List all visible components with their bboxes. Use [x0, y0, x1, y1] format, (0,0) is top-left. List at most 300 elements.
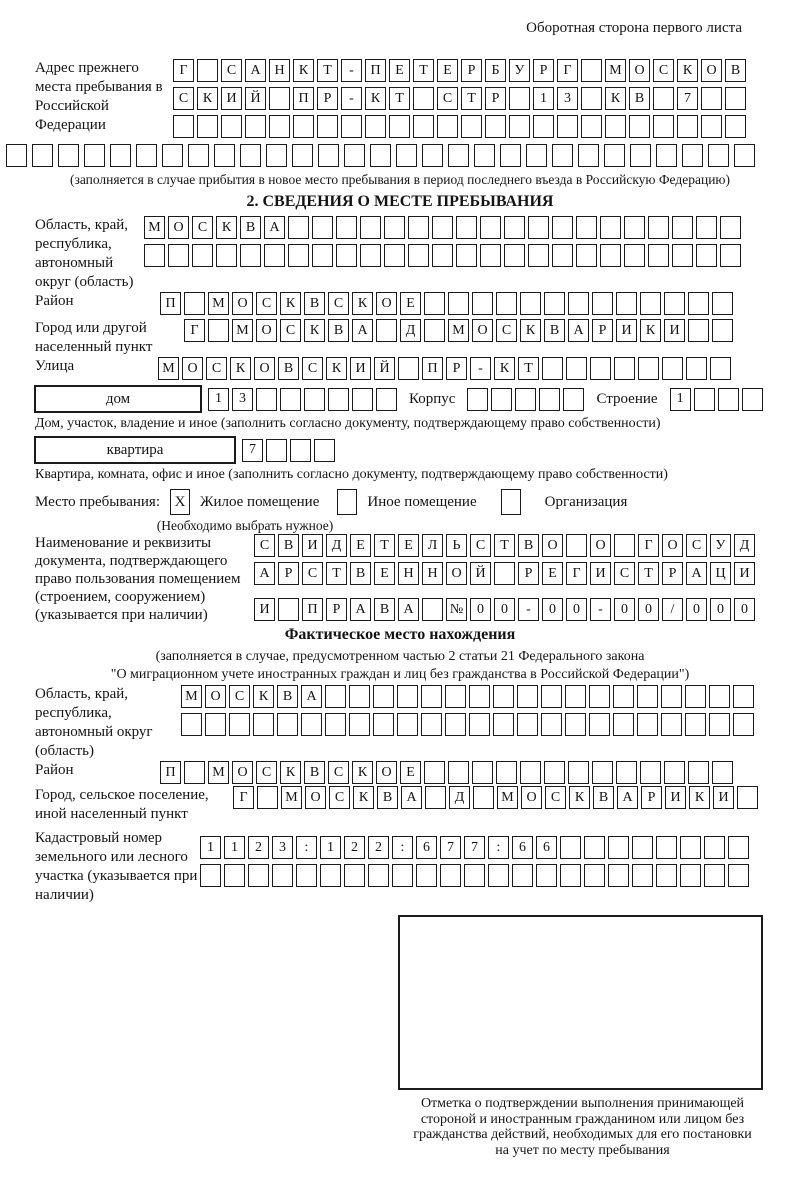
- char-box: [264, 244, 285, 267]
- char-box: [266, 439, 287, 462]
- char-box: [648, 216, 669, 239]
- char-box: В: [518, 534, 539, 557]
- char-box: К: [280, 761, 301, 784]
- char-box: [688, 761, 709, 784]
- char-box: С: [173, 87, 194, 110]
- char-box: [288, 216, 309, 239]
- char-box: [373, 685, 394, 708]
- char-box: [581, 59, 602, 82]
- char-box: С: [329, 786, 350, 809]
- char-box: И: [665, 786, 686, 809]
- char-box: -: [590, 598, 611, 621]
- char-box: [712, 761, 733, 784]
- apartment-number-row: [242, 439, 335, 462]
- char-box: [192, 244, 213, 267]
- char-box: 2: [344, 836, 365, 859]
- char-box: [421, 685, 442, 708]
- char-box: [552, 244, 573, 267]
- char-box: [368, 864, 389, 887]
- char-box: [296, 864, 317, 887]
- char-box: [637, 713, 658, 736]
- char-box: [563, 388, 584, 411]
- char-box: [728, 864, 749, 887]
- char-box: [520, 761, 541, 784]
- char-box: [685, 685, 706, 708]
- char-box: [485, 115, 506, 138]
- char-box: [509, 115, 530, 138]
- stay-type-label: Место пребывания:: [35, 493, 160, 510]
- char-box: А: [301, 685, 322, 708]
- char-box: С: [192, 216, 213, 239]
- city-section: [0, 319, 800, 357]
- char-box: А: [398, 598, 419, 621]
- char-box: [491, 388, 512, 411]
- char-box: [488, 864, 509, 887]
- char-box: Й: [245, 87, 266, 110]
- char-box: А: [350, 598, 371, 621]
- char-box: [397, 713, 418, 736]
- char-box: В: [374, 598, 395, 621]
- char-box: С: [256, 761, 277, 784]
- char-box: [293, 115, 314, 138]
- char-box: [58, 144, 79, 167]
- prev-address-row-2: [173, 87, 746, 110]
- char-box: [181, 713, 202, 736]
- char-box: [664, 761, 685, 784]
- actual-district-section: [0, 761, 800, 784]
- street-label: Улица: [35, 358, 75, 374]
- char-box: [184, 761, 205, 784]
- char-box: 2: [248, 836, 269, 859]
- char-box: И: [302, 534, 323, 557]
- char-box: А: [254, 562, 275, 585]
- char-box: [144, 244, 165, 267]
- char-box: :: [392, 836, 413, 859]
- char-box: С: [302, 357, 323, 380]
- char-box: [552, 144, 573, 167]
- char-box: 6: [512, 836, 533, 859]
- char-box: [269, 115, 290, 138]
- char-box: [566, 534, 587, 557]
- document-section: [0, 534, 800, 624]
- char-box: У: [710, 534, 731, 557]
- char-box: К: [280, 292, 301, 315]
- char-box: [496, 292, 517, 315]
- char-box: [392, 864, 413, 887]
- char-box: [214, 144, 235, 167]
- char-box: 0: [734, 598, 755, 621]
- char-box: С: [437, 87, 458, 110]
- char-box: [688, 319, 709, 342]
- street-section: [0, 357, 800, 380]
- char-box: [662, 357, 683, 380]
- char-box: [445, 685, 466, 708]
- char-box: [682, 144, 703, 167]
- char-box: Е: [398, 534, 419, 557]
- char-box: М: [281, 786, 302, 809]
- document-row-2: [254, 562, 755, 585]
- char-box: Й: [470, 562, 491, 585]
- char-box: В: [240, 216, 261, 239]
- char-box: [464, 864, 485, 887]
- char-box: [301, 713, 322, 736]
- char-box: [672, 216, 693, 239]
- char-box: И: [350, 357, 371, 380]
- char-box: [624, 216, 645, 239]
- char-box: К: [216, 216, 237, 239]
- char-box: [200, 864, 221, 887]
- stay-type-checkbox-dwelling: X: [170, 489, 190, 515]
- char-box: [360, 216, 381, 239]
- prev-address-section: [0, 59, 800, 138]
- char-box: Т: [374, 534, 395, 557]
- char-box: [653, 115, 674, 138]
- char-box: С: [545, 786, 566, 809]
- char-box: [469, 685, 490, 708]
- char-box: [421, 713, 442, 736]
- char-box: О: [305, 786, 326, 809]
- region-label: Область, край, республика, автономный округ (область): [35, 217, 134, 290]
- actual-region-section: [0, 685, 800, 761]
- char-box: [589, 713, 610, 736]
- char-box: И: [734, 562, 755, 585]
- char-box: [413, 87, 434, 110]
- char-box: К: [304, 319, 325, 342]
- city-label: Город или другой населенный пункт: [35, 320, 153, 355]
- char-box: В: [328, 319, 349, 342]
- document-rows: [254, 534, 755, 621]
- char-box: П: [422, 357, 443, 380]
- char-box: К: [253, 685, 274, 708]
- char-box: [384, 244, 405, 267]
- char-box: [425, 786, 446, 809]
- char-box: С: [614, 562, 635, 585]
- char-box: Р: [446, 357, 467, 380]
- char-box: [328, 388, 349, 411]
- char-box: Г: [638, 534, 659, 557]
- char-box: 3: [272, 836, 293, 859]
- char-box: К: [326, 357, 347, 380]
- char-box: [416, 864, 437, 887]
- document-label: Наименование и реквизиты документа, подтверждающего право пользования помещением (строением, сооружением) (указывается при наличии): [35, 535, 241, 623]
- char-box: [685, 713, 706, 736]
- char-box: М: [144, 216, 165, 239]
- char-box: К: [230, 357, 251, 380]
- char-box: О: [542, 534, 563, 557]
- char-box: У: [509, 59, 530, 82]
- char-box: [424, 761, 445, 784]
- char-box: В: [377, 786, 398, 809]
- char-box: [680, 864, 701, 887]
- cadastre-label: Кадастровый номер земельного или лесного участка (указывается при наличии): [35, 830, 198, 903]
- char-box: [661, 713, 682, 736]
- char-box: [541, 685, 562, 708]
- char-box: [632, 864, 653, 887]
- char-box: 1: [533, 87, 554, 110]
- char-box: [720, 244, 741, 267]
- char-box: [605, 115, 626, 138]
- char-box: С: [653, 59, 674, 82]
- char-box: М: [605, 59, 626, 82]
- char-box: [290, 439, 311, 462]
- house-number-row: [208, 388, 397, 411]
- char-box: [733, 685, 754, 708]
- char-box: О: [629, 59, 650, 82]
- char-box: [656, 144, 677, 167]
- char-box: [648, 244, 669, 267]
- char-box: [604, 144, 625, 167]
- char-box: [494, 562, 515, 585]
- char-box: [110, 144, 131, 167]
- char-box: М: [448, 319, 469, 342]
- char-box: [632, 836, 653, 859]
- char-box: Ь: [446, 534, 467, 557]
- char-box: [616, 292, 637, 315]
- char-box: [725, 115, 746, 138]
- char-box: [216, 244, 237, 267]
- korpus-label: Корпус: [409, 390, 456, 407]
- char-box: Р: [641, 786, 662, 809]
- char-box: [448, 761, 469, 784]
- char-box: [576, 216, 597, 239]
- char-box: С: [328, 761, 349, 784]
- char-box: Н: [398, 562, 419, 585]
- char-box: [292, 144, 313, 167]
- actual-location-note-line2: "О миграционном учете иностранных граждан и лиц без гражданства в Российской Федерации"): [110, 667, 690, 682]
- char-box: [520, 292, 541, 315]
- char-box: [467, 388, 488, 411]
- char-box: О: [256, 319, 277, 342]
- char-box: [544, 292, 565, 315]
- char-box: К: [293, 59, 314, 82]
- char-box: [229, 713, 250, 736]
- char-box: [6, 144, 27, 167]
- char-box: 1: [200, 836, 221, 859]
- char-box: Г: [557, 59, 578, 82]
- cadastre-section: [0, 829, 800, 905]
- char-box: М: [208, 761, 229, 784]
- char-box: [613, 713, 634, 736]
- char-box: Е: [542, 562, 563, 585]
- stay-type-option-organization: Организация: [544, 493, 628, 510]
- char-box: [221, 115, 242, 138]
- prev-address-note: (заполняется в случае прибытия в новое место пребывания в период последнего въезда в Российскую Федерацию): [69, 172, 731, 187]
- char-box: [616, 761, 637, 784]
- char-box: [557, 115, 578, 138]
- char-box: [474, 144, 495, 167]
- char-box: Е: [389, 59, 410, 82]
- stroenie-row: [670, 388, 763, 411]
- city-row: [184, 319, 733, 342]
- char-box: [168, 244, 189, 267]
- char-box: [512, 864, 533, 887]
- char-box: [509, 87, 530, 110]
- cadastre-row-2: [200, 864, 749, 887]
- actual-city-section: [0, 786, 800, 824]
- char-box: [456, 244, 477, 267]
- stay-type-checkbox-other: [337, 489, 357, 515]
- char-box: Л: [422, 534, 443, 557]
- char-box: О: [376, 292, 397, 315]
- actual-region-row-1: [181, 685, 754, 708]
- char-box: [566, 357, 587, 380]
- cadastre-row-1: [200, 836, 749, 859]
- char-box: Е: [350, 534, 371, 557]
- char-box: [544, 761, 565, 784]
- char-box: [318, 144, 339, 167]
- char-box: [680, 836, 701, 859]
- char-box: К: [197, 87, 218, 110]
- apartment-section: [34, 436, 800, 464]
- char-box: [701, 115, 722, 138]
- char-box: 0: [542, 598, 563, 621]
- char-box: С: [280, 319, 301, 342]
- char-box: К: [520, 319, 541, 342]
- char-box: Т: [413, 59, 434, 82]
- char-box: [398, 357, 419, 380]
- char-box: :: [488, 836, 509, 859]
- district-label: Район: [35, 293, 74, 309]
- char-box: 7: [440, 836, 461, 859]
- prev-address-row-4: [6, 144, 800, 167]
- char-box: [432, 216, 453, 239]
- house-section: [34, 385, 800, 413]
- char-box: [709, 685, 730, 708]
- char-box: [312, 216, 333, 239]
- char-box: [718, 388, 739, 411]
- char-box: О: [182, 357, 203, 380]
- char-box: [592, 292, 613, 315]
- char-box: [708, 144, 729, 167]
- char-box: [422, 144, 443, 167]
- char-box: [173, 115, 194, 138]
- char-box: [480, 216, 501, 239]
- char-box: О: [662, 534, 683, 557]
- char-box: Т: [461, 87, 482, 110]
- char-box: [320, 864, 341, 887]
- char-box: [432, 244, 453, 267]
- char-box: [257, 786, 278, 809]
- char-box: [581, 115, 602, 138]
- char-box: [472, 292, 493, 315]
- char-box: И: [254, 598, 275, 621]
- actual-city-label: Город, сельское поселение, иной населенный пункт: [35, 787, 209, 822]
- char-box: К: [352, 761, 373, 784]
- char-box: В: [278, 357, 299, 380]
- char-box: [336, 244, 357, 267]
- char-box: [376, 388, 397, 411]
- char-box: [197, 59, 218, 82]
- char-box: [504, 216, 525, 239]
- char-box: [408, 216, 429, 239]
- char-box: 0: [494, 598, 515, 621]
- char-box: О: [232, 761, 253, 784]
- char-box: О: [254, 357, 275, 380]
- char-box: Р: [326, 598, 347, 621]
- char-box: [461, 115, 482, 138]
- char-box: [184, 292, 205, 315]
- char-box: [352, 388, 373, 411]
- char-box: [568, 292, 589, 315]
- region-rows: [144, 216, 741, 267]
- char-box: [734, 144, 755, 167]
- char-box: [437, 115, 458, 138]
- stay-type-section: [35, 489, 800, 515]
- char-box: [710, 357, 731, 380]
- char-box: [269, 87, 290, 110]
- char-box: Р: [317, 87, 338, 110]
- char-box: 3: [557, 87, 578, 110]
- char-box: [696, 244, 717, 267]
- char-box: [701, 87, 722, 110]
- char-box: Г: [233, 786, 254, 809]
- char-box: -: [518, 598, 539, 621]
- char-box: -: [341, 87, 362, 110]
- char-box: [336, 216, 357, 239]
- char-box: Е: [400, 292, 421, 315]
- char-box: [541, 713, 562, 736]
- char-box: [656, 864, 677, 887]
- char-box: В: [277, 685, 298, 708]
- confirmation-stamp-box: [398, 915, 763, 1090]
- char-box: С: [221, 59, 242, 82]
- char-box: [568, 761, 589, 784]
- char-box: Н: [269, 59, 290, 82]
- actual-location-title: Фактическое место нахождения: [284, 626, 516, 643]
- char-box: [677, 115, 698, 138]
- stay-type-option-other: Иное помещение: [367, 493, 477, 510]
- prev-address-rows: [173, 59, 746, 138]
- actual-district-row: [160, 761, 733, 784]
- char-box: 7: [677, 87, 698, 110]
- char-box: И: [590, 562, 611, 585]
- char-box: [539, 388, 560, 411]
- cadastre-rows: [200, 836, 749, 887]
- char-box: [349, 713, 370, 736]
- stay-type-note: (Необходимо выбрать нужное): [156, 518, 334, 533]
- char-box: [589, 685, 610, 708]
- prev-address-row-3: [173, 115, 746, 138]
- korpus-row: [467, 388, 584, 411]
- char-box: [224, 864, 245, 887]
- stamp-caption-line-1: Отметка о подтверждении выполнения принимающей: [420, 1096, 745, 1111]
- char-box: [365, 115, 386, 138]
- char-box: Р: [485, 87, 506, 110]
- char-box: В: [350, 562, 371, 585]
- region-section: [0, 216, 800, 292]
- stamp-caption: [385, 1096, 780, 1158]
- char-box: [304, 388, 325, 411]
- char-box: Р: [461, 59, 482, 82]
- char-box: С: [496, 319, 517, 342]
- char-box: 6: [416, 836, 437, 859]
- char-box: [373, 713, 394, 736]
- document-row-3: [254, 598, 755, 621]
- char-box: [325, 685, 346, 708]
- char-box: Ц: [710, 562, 731, 585]
- char-box: И: [221, 87, 242, 110]
- char-box: -: [341, 59, 362, 82]
- char-box: -: [470, 357, 491, 380]
- char-box: [608, 864, 629, 887]
- char-box: А: [352, 319, 373, 342]
- char-box: М: [158, 357, 179, 380]
- char-box: [472, 761, 493, 784]
- actual-region-rows: [181, 685, 754, 736]
- region-row-1: [144, 216, 741, 239]
- char-box: Т: [494, 534, 515, 557]
- char-box: К: [677, 59, 698, 82]
